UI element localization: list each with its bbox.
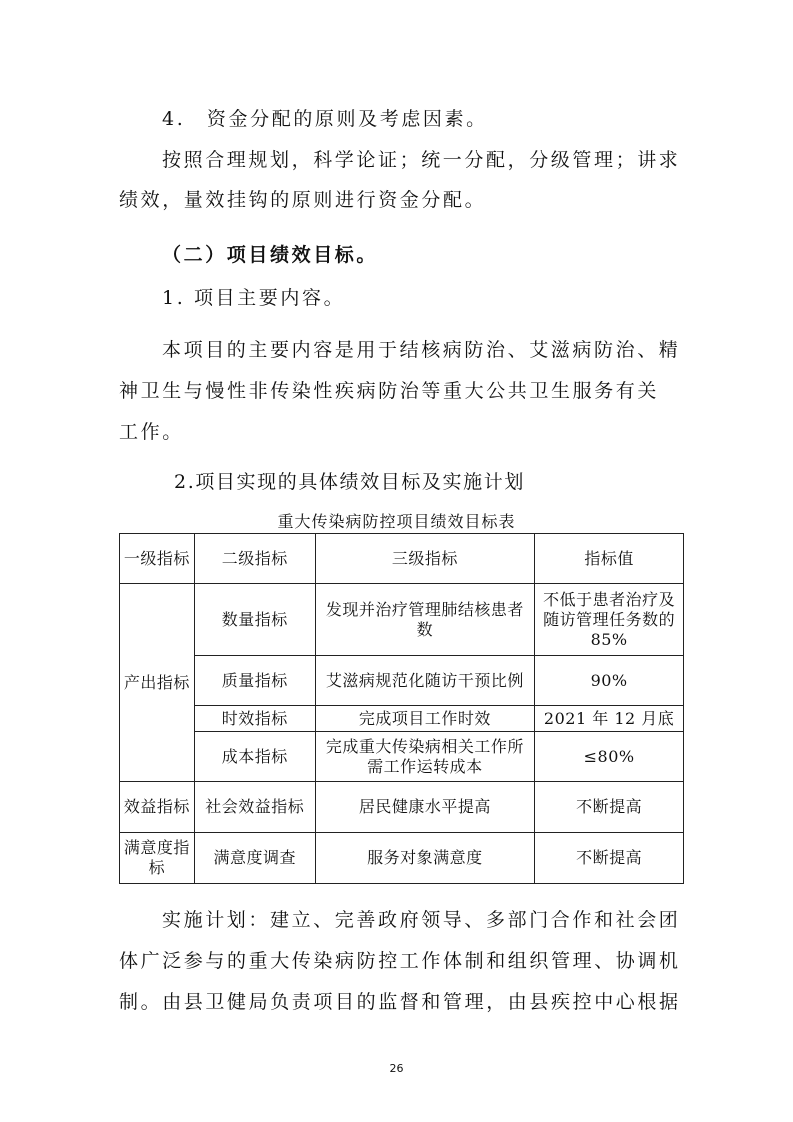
table-row bbox=[120, 656, 684, 706]
level2-cell: 成本指标 bbox=[194, 732, 315, 782]
level2-cell: 数量指标 bbox=[194, 584, 315, 656]
table-header-row bbox=[120, 534, 684, 584]
level1-benefit: 效益指标 bbox=[120, 782, 195, 833]
level2-cell: 时效指标 bbox=[194, 706, 315, 732]
paragraph-line: 按照合理规划，科学论证；统一分配，分级管理；讲求 bbox=[162, 149, 681, 171]
table-row bbox=[120, 584, 684, 656]
subheading-2: 2.项目实现的具体绩效目标及实施计划 bbox=[174, 471, 525, 493]
header-level3: 三级指标 bbox=[315, 534, 535, 584]
table-row bbox=[120, 782, 684, 833]
value-cell: 不低于患者治疗及随访管理任务数的85% bbox=[535, 584, 684, 656]
subheading-1: 1. 项目主要内容。 bbox=[162, 287, 346, 309]
level1-output: 产出指标 bbox=[120, 584, 195, 782]
paragraph-line: 实施计划：建立、完善政府领导、多部门合作和社会团 bbox=[162, 909, 681, 931]
level3-cell: 服务对象满意度 bbox=[315, 833, 535, 884]
level3-cell: 完成重大传染病相关工作所需工作运转成本 bbox=[315, 732, 535, 782]
value-cell: ≤80% bbox=[535, 732, 684, 782]
paragraph-line: 神卫生与慢性非传染性疾病防治等重大公共卫生服务有关 bbox=[119, 380, 660, 402]
value-cell: 90% bbox=[535, 656, 684, 706]
level1-satisfaction: 满意度指标 bbox=[120, 833, 195, 884]
section-heading-4: 4. 资金分配的原则及考虑因素。 bbox=[162, 108, 488, 130]
header-value: 指标值 bbox=[535, 534, 684, 584]
header-level1: 一级指标 bbox=[120, 534, 195, 584]
paragraph-line: 体广泛参与的重大传染病防控工作体制和组织管理、协调机 bbox=[119, 950, 681, 972]
level3-cell: 完成项目工作时效 bbox=[315, 706, 535, 732]
paragraph-line: 工作。 bbox=[119, 421, 184, 443]
level2-cell: 质量指标 bbox=[194, 656, 315, 706]
section-heading-2: （二）项目绩效目标。 bbox=[162, 244, 379, 266]
value-cell: 不断提高 bbox=[535, 782, 684, 833]
performance-table bbox=[119, 533, 684, 884]
value-cell: 2021 年 12 月底 bbox=[535, 706, 684, 732]
header-level2: 二级指标 bbox=[194, 534, 315, 584]
paragraph-line: 制。由县卫健局负责项目的监督和管理，由县疾控中心根据 bbox=[119, 991, 681, 1013]
table-row bbox=[120, 706, 684, 732]
level3-cell: 居民健康水平提高 bbox=[315, 782, 535, 833]
value-cell: 不断提高 bbox=[535, 833, 684, 884]
table-caption: 重大传染病防控项目绩效目标表 bbox=[277, 512, 516, 531]
page-number: 26 bbox=[389, 1062, 404, 1075]
level2-cell: 社会效益指标 bbox=[194, 782, 315, 833]
paragraph-line: 绩效，量效挂钩的原则进行资金分配。 bbox=[119, 189, 487, 211]
table-row bbox=[120, 732, 684, 782]
level3-cell: 发现并治疗管理肺结核患者数 bbox=[315, 584, 535, 656]
table-row bbox=[120, 833, 684, 884]
paragraph-line: 本项目的主要内容是用于结核病防治、艾滋病防治、精 bbox=[162, 339, 681, 361]
level3-cell: 艾滋病规范化随访干预比例 bbox=[315, 656, 535, 706]
level2-cell: 满意度调查 bbox=[194, 833, 315, 884]
